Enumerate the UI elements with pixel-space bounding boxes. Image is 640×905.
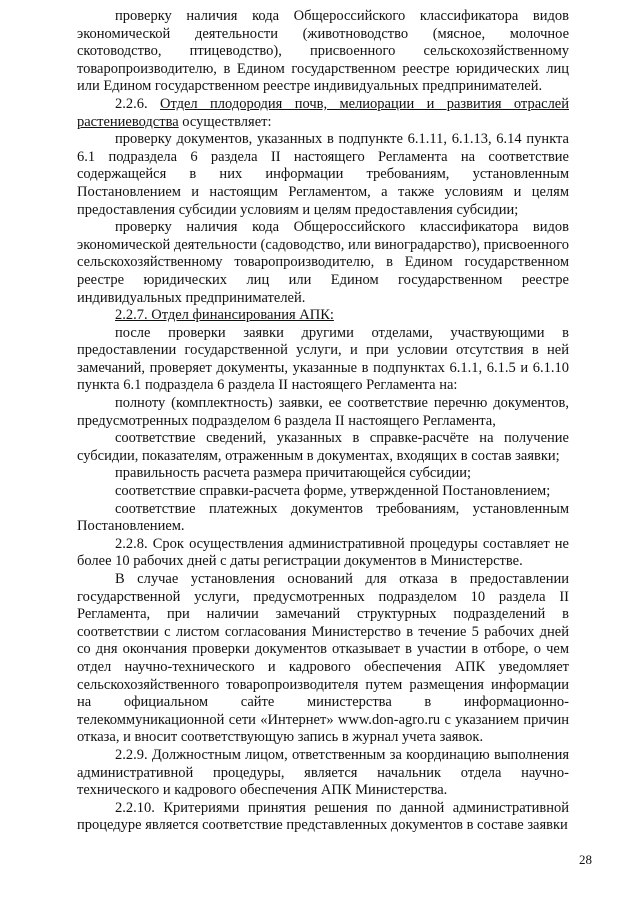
paragraph-okved-livestock: проверку наличия кода Общероссийского классификатора видов экономической деятельности (животноводство (мясное, молочное скотоводство, птицеводство), присвоенного сельскохозяйственному товаропроизводителю, в Едином государственном реестре юридических лиц или Едином государственном реестре индивидуальных предпринимателей.	[77, 8, 569, 95]
page-number: 28	[579, 852, 592, 867]
paragraph-2-2-10: 2.2.10. Критериями принятия решения по данной административной процедуре является соответствие представленных документов в составе заявки	[77, 799, 569, 834]
paragraph-form-match: соответствие справки-расчета форме, утвержденной Постановлением;	[115, 483, 551, 500]
section-number: 2.2.6.	[115, 95, 160, 112]
paragraph-2-2-8: 2.2.8. Срок осуществления административной процедуры составляет не более 10 рабочих дней с даты регистрации документов в Министерстве.	[77, 535, 569, 570]
paragraph-completeness: полноту (комплектность) заявки, ее соответствие перечню документов, предусмотренных подразделом 6 раздела II настоящего Регламента,	[77, 395, 569, 429]
paragraph-2-2-6-heading	[77, 96, 569, 131]
document-page	[77, 8, 569, 835]
paragraph-refusal: В случае установления оснований для отказа в предоставлении государственной услуги, предусмотренных подразделом 10 раздела II Регламента, при наличии замечаний структурных подразделений в соответствии с листом согласования Министерство в течение 5 рабочих дней со дня окончания проверки документов отказывает в участии в отборе, о чем отдел научно-технического и кадрового обеспечения АПК уведомляет сельскохозяйственного товаропроизводителя путем размещения информации на официальном сайте министерства в информационно-телекоммуникационной сети «Интернет» www.don-agro.ru с указанием причин отказа, и вносит соответствующую запись в журнал учета заявок.	[77, 571, 569, 746]
paragraph-2-2-9: 2.2.9. Должностным лицом, ответственным за координацию выполнения административной процедуры, является начальник отдела научно-технического и кадрового обеспечения АПК Министерства.	[77, 746, 569, 799]
paragraph-document-check: проверку документов, указанных в подпункте 6.1.11, 6.1.13, 6.14 пункта 6.1 подраздела 6 раздела II настоящего Регламента на соответствие содержащейся в них информации требованиям, установленным Постановлением и настоящим Регламентом, а также условиям и целям предоставления субсидии условиям и целям предоставления субсидии;	[77, 131, 569, 218]
department-finance-underlined: 2.2.7. Отдел финансирования АПК:	[115, 307, 334, 324]
paragraph-info-match: соответствие сведений, указанных в справке-расчёте на получение субсидии, показателям, отраженным в документах, входящих в состав заявки;	[77, 430, 569, 464]
paragraph-finance-check: после проверки заявки другими отделами, участвующими в предоставлении государственной услуги, и при условии отсутствия в ней замечаний, проверяет документы, указанные в подпунктах 6.1.1, 6.1.5 и 6.1.10 пункта 6.1 подраздела 6 раздела II настоящего Регламента на:	[77, 324, 569, 394]
paragraph-okved-horticulture: проверку наличия кода Общероссийского классификатора видов экономической деятельности (садоводство, или виноградарство), присвоенного сельскохозяйственному товаропроизводителю, в Едином государственном реестре юридических лиц или Едином государственном реестре индивидуальных предпринимателей.	[77, 219, 569, 306]
paragraph-2-2-7-heading	[77, 307, 569, 325]
paragraph-payment-docs: соответствие платежных документов требованиям, установленным Постановлением.	[77, 500, 569, 535]
department-name-underlined: Отдел плодородия почв, мелиорации и развития отраслей растениеводства	[77, 95, 570, 130]
heading-rest: осуществляет:	[178, 113, 272, 130]
paragraph-calc-correctness: правильность расчета размера причитающейся субсидии;	[115, 465, 472, 482]
